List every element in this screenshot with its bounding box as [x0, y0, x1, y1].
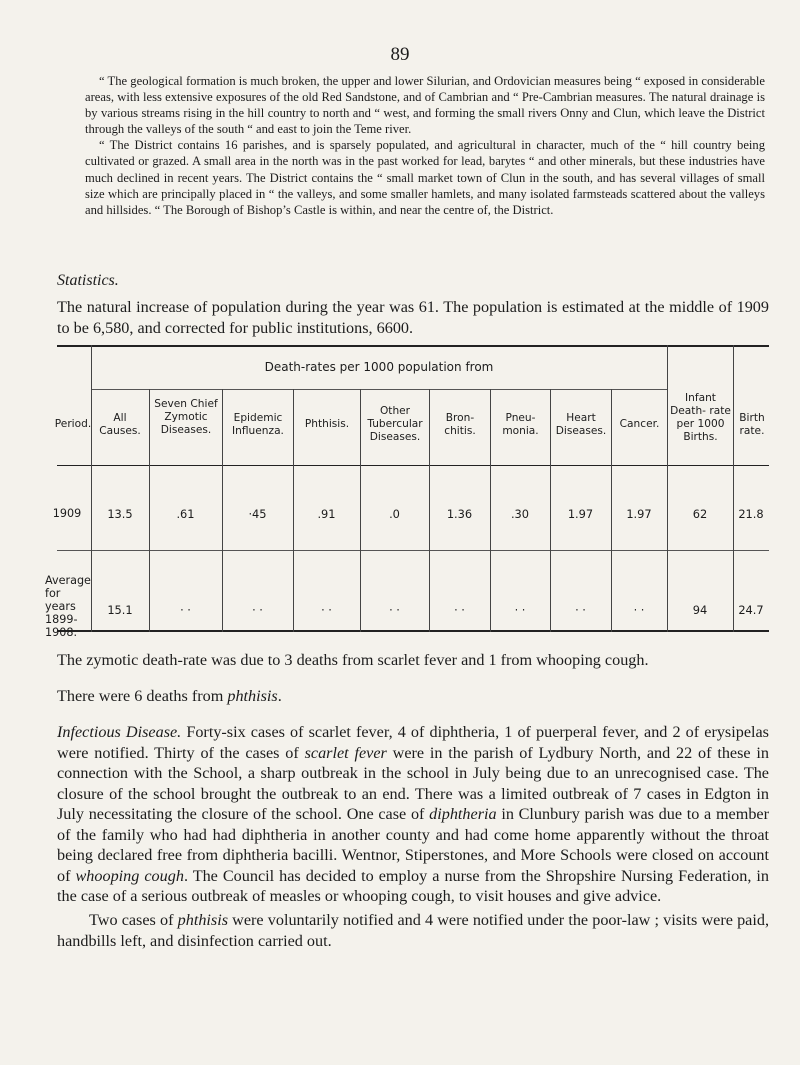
zymotic-paragraph: The zymotic death-rate was due to 3 deaths from scarlet fever and 1 from whooping cough.: [57, 651, 649, 669]
poorlaw-italic: phthisis: [177, 911, 229, 929]
infectious-heading: Infectious Disease.: [57, 723, 182, 741]
quote-paragraph-parishes: “ The District contains 16 parishes, and is sparsely populated, and agricultural in character, much of the “ hill country being cultivated or grazed. A small area in the north was in the past worked for lead, barytes “ and other minerals, but these industries have much declined in recent years. The District contains the “ small market town of Clun in the south, and has several villages of small size which are principally placed in “ the valleys, and some smaller hamlets, and many isolated farmsteads scattered about the valleys and hillsides. “ The Borough of Bishop’s Castle is within, and near the centre of, the District.: [85, 138, 765, 217]
row-1909-heart: 1.97: [567, 507, 594, 521]
infectious-text-3: in Clunbury parish was due to a member of the family who had had diphtheria in another county and had come home apparently without the throat being declared free from diphtheria bacilli. Wentnor, Stiperstones, and More Schools were closed on account of: [57, 805, 769, 885]
row-1909-pneumonia: .30: [510, 507, 530, 521]
infectious-text-2: were in the parish of Lydbury North, and 22 of these in connection with the School, a sharp outbreak in the school in July being due to an unrecognised case. The closure of the school brought the outbreak to an end. There was a limited outbreak of 7 cases in Edgton in July necessitating the closure of the school. One case of: [57, 743, 769, 823]
col-header-heart: Heart Diseases.: [555, 412, 607, 437]
quoted-description: [85, 73, 765, 218]
row-average-pneumonia: · ·: [514, 603, 526, 617]
table-bottom-rule: [57, 630, 769, 632]
row-1909-all-causes: 13.5: [107, 507, 133, 521]
row-average-zymotic: · ·: [180, 603, 191, 617]
statistics-heading: Statistics.: [57, 272, 119, 289]
poor-law-paragraph: [57, 910, 769, 951]
col-header-all-causes: All Causes.: [99, 412, 141, 437]
col-header-bronchitis: Bron- chitis.: [444, 412, 476, 437]
infectious-text-1: Forty-six cases of scarlet fever, 4 of diphtheria, 1 of puerperal fever, and 2 of erysipelas were notified. Thirty of the cases of: [57, 723, 769, 762]
col-header-zymotic: Seven Chief Zymotic Diseases.: [154, 398, 218, 436]
infectious-italic-1: scarlet fever: [304, 743, 387, 762]
col-header-period: Period.: [54, 418, 92, 430]
row-1909-influenza: ·45: [248, 507, 267, 521]
death-rate-table: [45, 345, 769, 639]
col-header-pneumonia: Pneu- monia.: [502, 412, 539, 437]
col-header-cancer: Cancer.: [619, 418, 660, 430]
row-1909-period: 1909: [52, 507, 82, 520]
row-1909-birth-rate: 21.8: [738, 507, 764, 521]
row-average-cancer: · ·: [633, 603, 645, 617]
col-header-phthisis: Phthisis.: [304, 418, 350, 430]
row-average-period: Average for years 1899-1908.: [45, 574, 91, 639]
row-average-all-causes: 15.1: [107, 603, 133, 617]
row-1909-cancer: 1.97: [626, 507, 652, 521]
infectious-italic-3: whooping cough: [75, 866, 184, 885]
row-separator-rule: [57, 550, 769, 551]
infectious-disease-paragraph: [57, 722, 769, 907]
phthisis-italic: phthisis: [227, 687, 278, 705]
col-header-infant-death-rate: Infant Death- rate per 1000 Births.: [670, 392, 731, 443]
row-average-heart: · ·: [575, 603, 586, 617]
poorlaw-text-2: were voluntarily notified and 4 were notified under the poor-law ; visits were paid, handbills left, and disinfection carried out.: [57, 911, 770, 950]
row-1909-phthisis: .91: [317, 507, 336, 521]
row-1909-infant-death-rate: 62: [692, 507, 708, 521]
page-number: 89: [390, 44, 410, 65]
row-average-infant-death-rate: 94: [692, 603, 708, 617]
phthisis-paragraph: [57, 686, 769, 707]
col-line: [733, 345, 734, 632]
col-header-influenza: Epidemic Influenza.: [232, 412, 284, 437]
col-header-other-tubercular: Other Tubercular Diseases.: [367, 405, 423, 443]
infectious-text-4: . The Council has decided to employ a nurse from the Shropshire Nursing Federation, in the case of a serious outbreak of measles or whooping cough, to visit houses and give advice.: [57, 866, 770, 905]
row-1909-zymotic: .61: [176, 507, 195, 521]
row-average-birth-rate: 24.7: [738, 603, 764, 617]
phthisis-end: .: [277, 687, 282, 705]
group-header: Death-rates per 1000 population from: [264, 360, 494, 374]
col-line: [667, 345, 668, 632]
group-header-rule: [91, 389, 667, 390]
phthisis-text: There were 6 deaths from: [57, 687, 228, 705]
statistics-intro: The natural increase of population during the year was 61. The population is estimated at the middle of 1909 to be 6,580, and corrected for public institutions, 6600.: [57, 298, 769, 337]
row-average-influenza: · ·: [252, 603, 263, 617]
row-1909-other-tubercular: .0: [389, 507, 400, 521]
quote-paragraph-geology: “ The geological formation is much broken, the upper and lower Silurian, and Ordovician measures being “ exposed in considerable areas, with less extensive exposures of the old Red Sandstone, and of Cambrian and “ Pre-Cambrian measures. The natural drainage is by various streams rising in the hill country to north and “ west, and forming the small rivers Onny and Clun, which leave the District through the valleys of the south “ and east to join the Teme river.: [85, 74, 765, 137]
row-average-other-tubercular: · ·: [389, 603, 400, 617]
row-average-bronchitis: · ·: [454, 603, 465, 617]
row-1909-bronchitis: 1.36: [446, 507, 473, 521]
col-header-birth-rate: Birth rate.: [739, 412, 765, 437]
row-average-phthisis: · ·: [321, 603, 332, 617]
poorlaw-text-1: Two cases of: [89, 911, 178, 929]
infectious-italic-2: diphtheria: [429, 805, 497, 823]
table-top-rule: [57, 345, 769, 347]
header-bottom-rule: [57, 465, 769, 466]
